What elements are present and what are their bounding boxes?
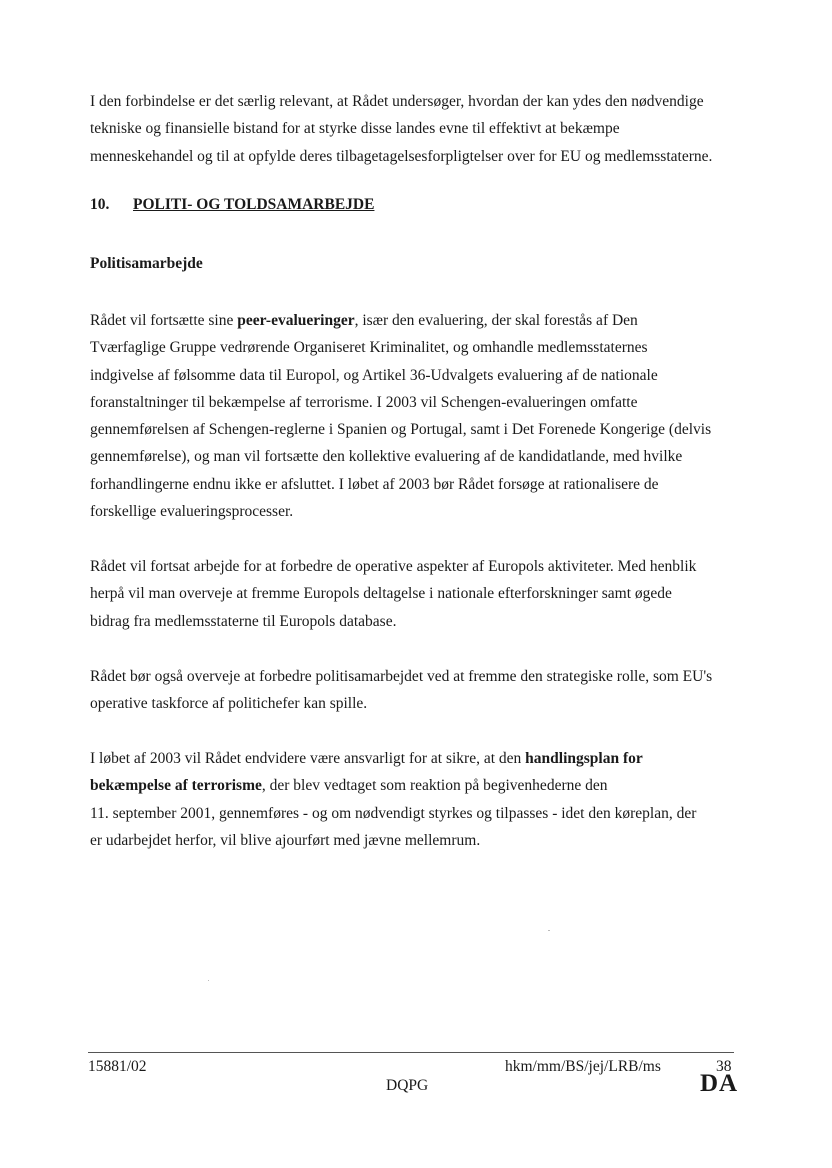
text-line: Rådet vil fortsætte sine peer-evalueringer, især den evaluering, der skal forestås af Den bbox=[90, 312, 638, 329]
text-line: foranstaltninger til bekæmpelse af terrorisme. I 2003 vil Schengen-evalueringen omfatte bbox=[90, 393, 638, 411]
bold-term: handlingsplan for bbox=[525, 750, 643, 767]
footer-initials: hkm/mm/BS/jej/LRB/ms bbox=[505, 1058, 661, 1075]
text-line: I løbet af 2003 vil Rådet endvidere være ansvarligt for at sikre, at den handlingsplan for bbox=[90, 750, 643, 767]
bold-term: bekæmpelse af terrorisme bbox=[90, 777, 262, 795]
section-title: POLITI- OG TOLDSAMARBEJDE bbox=[133, 196, 375, 213]
text-line: Rådet bør også overveje at forbedre politisamarbejdet ved at fremme den strategiske rolle, som EU's bbox=[90, 668, 713, 685]
text-line: menneskehandel og til at opfylde deres tilbagetagelsesforpligtelser over for EU og medlemsstaterne. bbox=[90, 147, 713, 165]
paragraph-europol bbox=[90, 553, 750, 635]
text-line: forskellige evalueringsprocesser. bbox=[90, 503, 294, 521]
text-line: indgivelse af følsomme data til Europol, og Artikel 36-Udvalgets evaluering af de nationale bbox=[90, 366, 658, 384]
footer-divider bbox=[88, 1052, 734, 1053]
bold-term: peer-evalueringer bbox=[237, 312, 355, 329]
text-line: herpå vil man overveje at fremme Europols deltagelse i nationale efterforskninger samt øgede bbox=[90, 585, 672, 603]
footer-page-number: 38 bbox=[716, 1058, 732, 1075]
text-line: forhandlingerne endnu ikke er afsluttet. I løbet af 2003 bør Rådet forsøge at rationalisere de bbox=[90, 475, 659, 493]
text-line: gennemførelse), og man vil fortsætte den kollektive evaluering af de kandidatlande, med hvilke bbox=[90, 448, 683, 466]
scan-speck bbox=[208, 980, 209, 981]
subsection-heading: Politisamarbejde bbox=[90, 255, 203, 272]
paragraph-peer-evaluations bbox=[90, 307, 750, 525]
paragraph-terrorism-action-plan bbox=[90, 745, 750, 854]
intro-paragraph bbox=[90, 88, 750, 170]
text-line: operative taskforce af politichefer kan spille. bbox=[90, 695, 368, 713]
text-line: gennemførelsen af Schengen-reglerne i Spanien og Portugal, samt i Det Forenede Kongerige (delvis bbox=[90, 421, 712, 439]
footer-department: DQPG bbox=[386, 1077, 429, 1094]
paragraph-taskforce bbox=[90, 663, 750, 718]
text-line: 11. september 2001, gennemføres - og om nødvendigt styrkes og tilpasses - idet den køreplan, der bbox=[90, 804, 697, 822]
text-line: bidrag fra medlemsstaterne til Europols database. bbox=[90, 612, 397, 630]
footer-language-code: DA bbox=[700, 1070, 739, 1097]
section-number: 10. bbox=[90, 196, 110, 213]
footer-doc-number: 15881/02 bbox=[88, 1058, 147, 1075]
text-line: Rådet vil fortsat arbejde for at forbedre de operative aspekter af Europols aktiviteter. Med henblik bbox=[90, 558, 697, 575]
text-line: bekæmpelse af terrorisme, der blev vedtaget som reaktion på begivenhederne den bbox=[90, 777, 608, 795]
text-line: tekniske og finansielle bistand for at styrke disse landes evne til effektivt at bekæmpe bbox=[90, 120, 620, 138]
section-heading bbox=[90, 196, 374, 214]
scan-speck bbox=[548, 930, 550, 931]
text-line: Tværfaglige Gruppe vedrørende Organiseret Kriminalitet, og omhandle medlemsstaternes bbox=[90, 339, 648, 357]
text-line: er udarbejdet herfor, vil blive ajourført med jævne mellemrum. bbox=[90, 831, 481, 849]
text-line: I den forbindelse er det særlig relevant, at Rådet undersøger, hvordan der kan ydes den nødvendige bbox=[90, 93, 704, 110]
